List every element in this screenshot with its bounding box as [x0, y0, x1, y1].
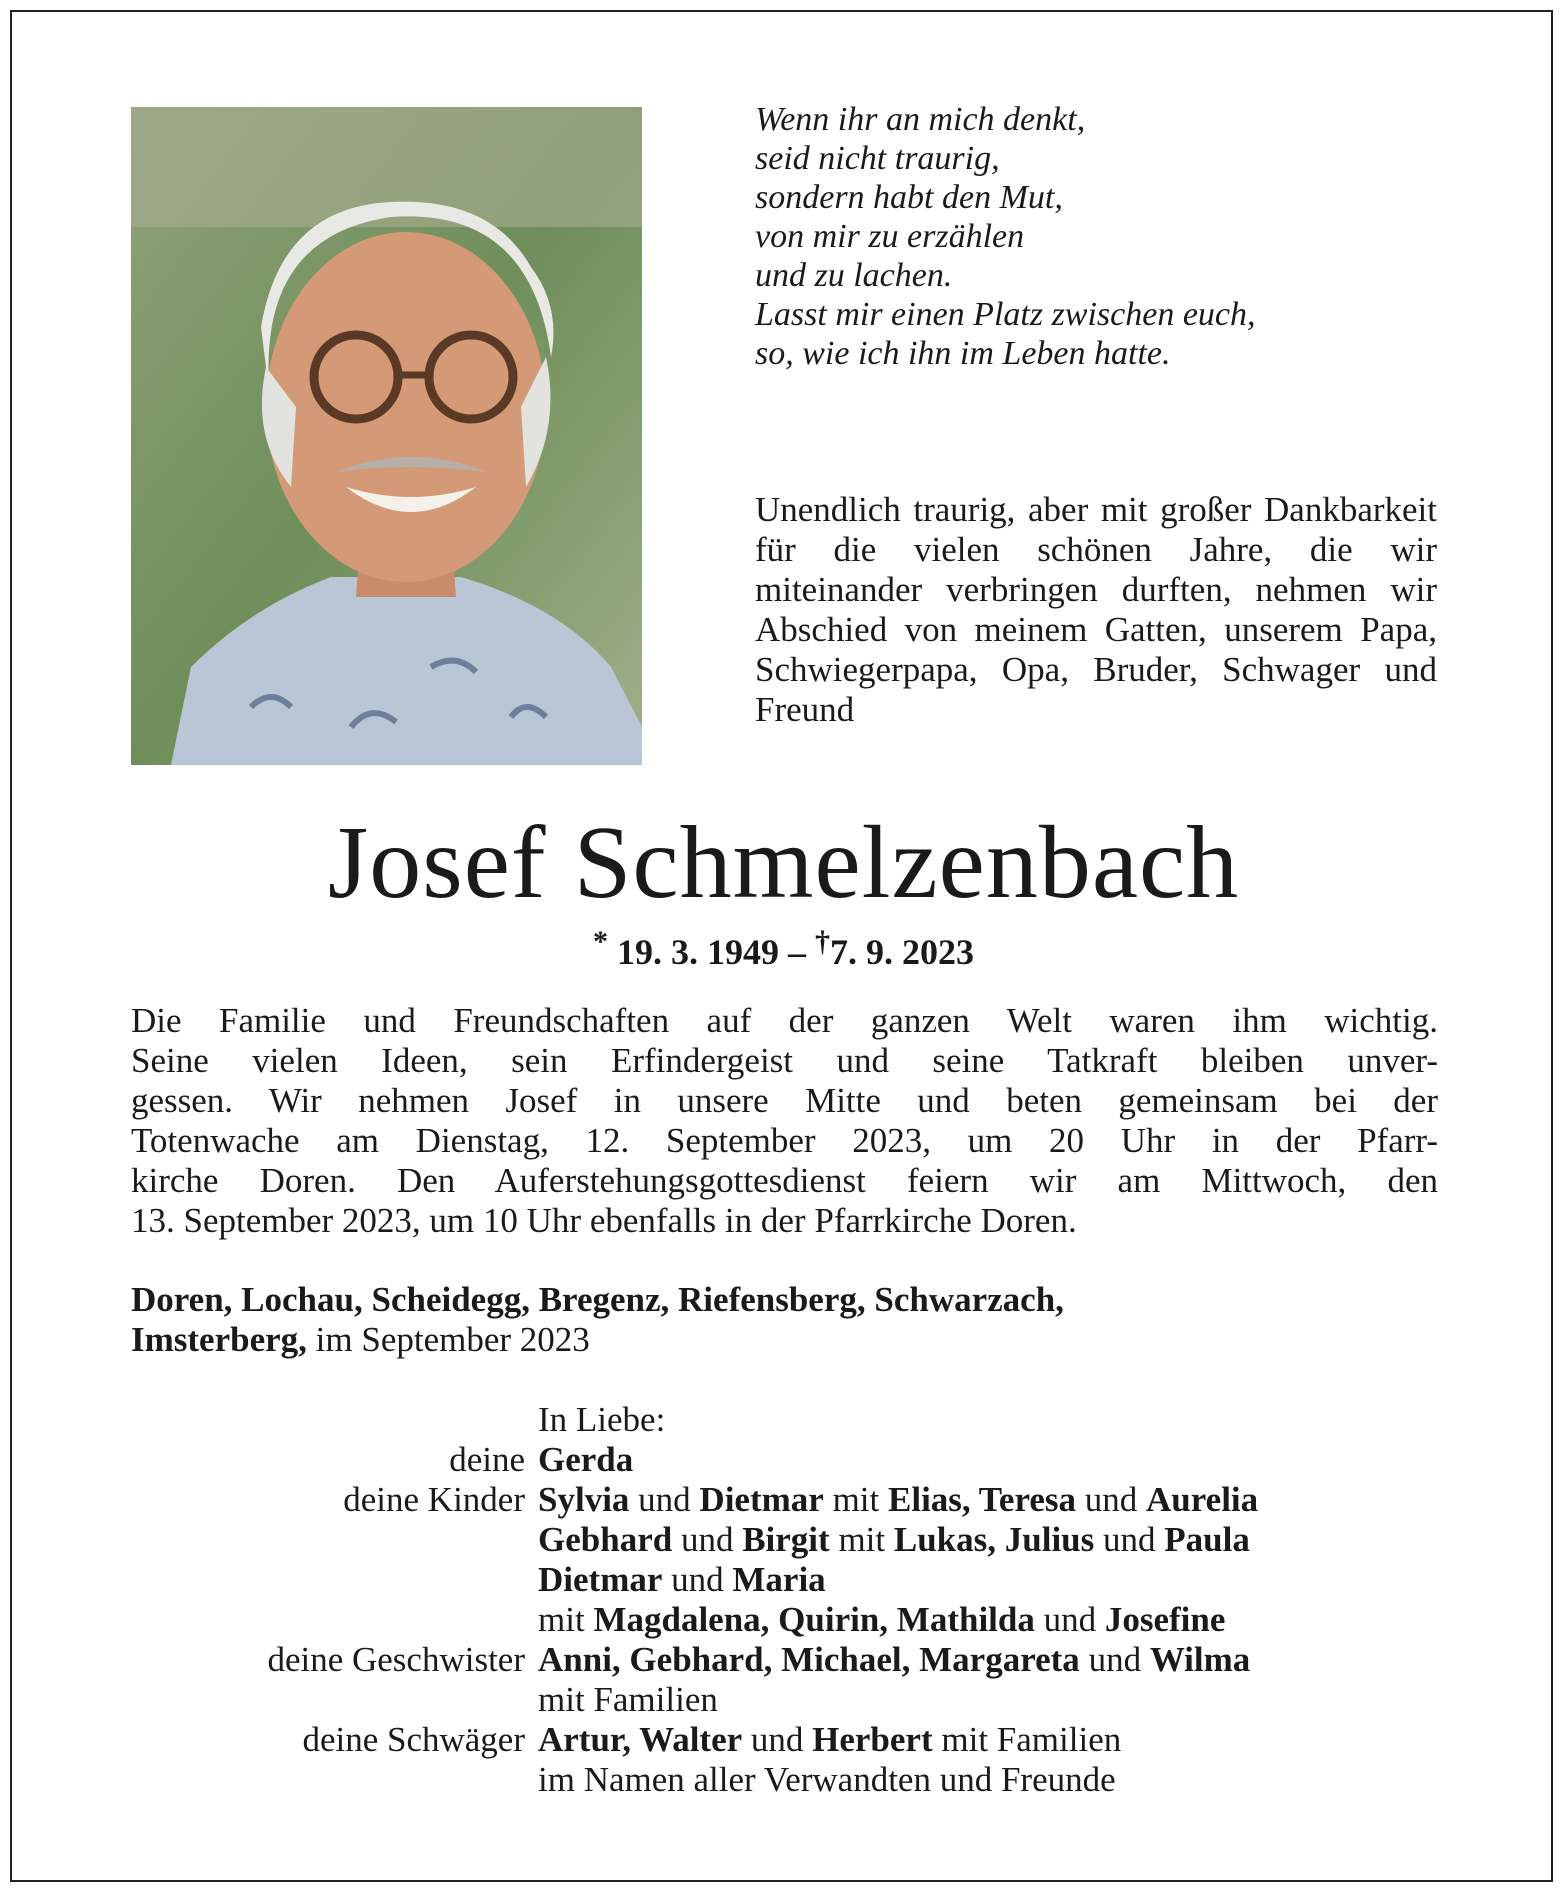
- birth-symbol: *: [593, 925, 608, 958]
- mourner-connector: mit Familien: [932, 1720, 1122, 1759]
- mourner-name: Dietmar: [699, 1480, 824, 1519]
- mourner-names: [538, 1640, 1250, 1680]
- mourners-list: [0, 1400, 1567, 1800]
- places-and-date: [131, 1280, 1064, 1360]
- mourner-connector: und: [1034, 1600, 1105, 1639]
- mourner-name: Anni, Gebhard, Michael, Margareta: [538, 1640, 1080, 1679]
- mourner-connector: mit: [538, 1600, 594, 1639]
- mourner-names: [538, 1560, 826, 1600]
- mourner-connector: und: [1076, 1480, 1147, 1519]
- mourners-heading: In Liebe:: [538, 1400, 666, 1439]
- birth-date: 19. 3. 1949: [617, 932, 779, 972]
- mourner-row: [0, 1560, 1567, 1600]
- poem-line: seid nicht traurig,: [755, 140, 1000, 177]
- mourner-connector: und: [672, 1520, 743, 1559]
- dated: im September 2023: [306, 1320, 590, 1359]
- mourner-name: Magdalena, Quirin, Mathilda: [593, 1600, 1035, 1639]
- details-line: Totenwache am Dienstag, 12. September 2023, um 20 Uhr in der Pfarr-: [131, 1121, 1438, 1160]
- mourner-row: [0, 1600, 1567, 1640]
- mourner-name: Sylvia: [538, 1480, 630, 1519]
- mourner-name: Josefine: [1104, 1600, 1226, 1639]
- portrait-photo: [131, 107, 642, 765]
- mourner-name: Gerda: [538, 1440, 634, 1479]
- death-symbol: †: [815, 925, 830, 958]
- mourner-row: [0, 1720, 1567, 1760]
- mourner-relation: deine: [449, 1440, 525, 1479]
- mourner-row: [0, 1640, 1567, 1680]
- mourner-connector: und: [1079, 1640, 1150, 1679]
- mourner-relation: deine Kinder: [343, 1480, 525, 1519]
- mourner-connector: mit Familien: [538, 1680, 718, 1719]
- mourner-name: Wilma: [1149, 1640, 1251, 1679]
- mourner-name: Dietmar: [538, 1560, 663, 1599]
- date-dash: –: [788, 932, 806, 972]
- details-line: gessen. Wir nehmen Josef in unsere Mitte und beten gemeinsam bei der: [131, 1081, 1438, 1120]
- mourner-connector: und: [1094, 1520, 1165, 1559]
- mourner-row: [0, 1480, 1567, 1520]
- places-line: Doren, Lochau, Scheidegg, Bregenz, Riefensberg, Schwarzach,: [131, 1280, 1064, 1319]
- mourner-name: Aurelia: [1146, 1480, 1259, 1519]
- mourner-name: Paula: [1164, 1520, 1250, 1559]
- mourner-name: Herbert: [812, 1720, 933, 1759]
- details-line: kirche Doren. Den Auferstehungsgottesdienst feiern wir am Mittwoch, den: [131, 1161, 1438, 1200]
- mourner-names: [538, 1720, 1121, 1760]
- mourner-connector: und: [662, 1560, 733, 1599]
- mourner-connector: mit: [829, 1520, 894, 1559]
- life-dates: [0, 920, 1567, 974]
- mourner-row: [0, 1760, 1567, 1800]
- mourner-connector: mit: [823, 1480, 888, 1519]
- mourner-name: Elias, Teresa: [888, 1480, 1077, 1519]
- mourner-row: [0, 1680, 1567, 1720]
- details-line: 13. September 2023, um 10 Uhr ebenfalls in der Pfarrkirche Doren.: [131, 1201, 1077, 1240]
- mourner-names: [538, 1760, 1116, 1800]
- mourner-name: Birgit: [742, 1520, 830, 1559]
- mourner-name: Lukas, Julius: [893, 1520, 1095, 1559]
- deceased-name: Josef Schmelzenbach: [327, 805, 1240, 920]
- details-line: Seine vielen Ideen, sein Erfindergeist und seine Tatkraft bleiben unver-: [131, 1041, 1438, 1080]
- mourner-name: Gebhard: [538, 1520, 673, 1559]
- mourner-row: [0, 1440, 1567, 1480]
- places-line-2: [131, 1320, 1064, 1360]
- places-last: Imsterberg,: [131, 1320, 307, 1359]
- mourner-relation: deine Geschwister: [267, 1640, 525, 1679]
- mourner-connector: im Namen aller Verwandten und Freunde: [538, 1760, 1116, 1799]
- mourners-heading-row: [0, 1400, 1567, 1440]
- mourner-names: [538, 1440, 633, 1480]
- poem-line: von mir zu erzählen: [755, 218, 1025, 255]
- details-line: Die Familie und Freundschaften auf der ganzen Welt waren ihm wichtig.: [131, 1001, 1438, 1040]
- poem-line: Wenn ihr an mich denkt,: [755, 101, 1086, 138]
- mourner-name: Maria: [732, 1560, 826, 1599]
- mourner-names: [538, 1600, 1225, 1640]
- mourner-row: [0, 1520, 1567, 1560]
- death-date: 7. 9. 2023: [830, 932, 974, 972]
- mourner-names: [538, 1680, 718, 1720]
- poem-line: und zu lachen.: [755, 257, 953, 294]
- mourner-names: [538, 1480, 1258, 1520]
- mourner-connector: und: [629, 1480, 700, 1519]
- poem-line: Lasst mir einen Platz zwischen euch,: [755, 296, 1256, 333]
- portrait-illustration: [131, 107, 642, 765]
- mourner-names: [538, 1520, 1250, 1560]
- mourner-relation: deine Schwäger: [302, 1720, 525, 1759]
- mourner-name: Artur, Walter: [538, 1720, 743, 1759]
- funeral-details: [131, 1001, 1438, 1241]
- poem-line: sondern habt den Mut,: [755, 179, 1063, 216]
- poem: [755, 100, 1256, 373]
- mourner-connector: und: [742, 1720, 813, 1759]
- intro-text: Unendlich traurig, aber mit großer Dankbarkeit für die vielen schönen Jahre, die wir miteinander verbringen durften, nehmen wir Abschied von meinem Gatten, unserem Papa, Schwiegerpapa, Opa, Bruder, Schwager und Freund: [755, 490, 1437, 729]
- poem-line: so, wie ich ihn im Leben hatte.: [755, 335, 1171, 372]
